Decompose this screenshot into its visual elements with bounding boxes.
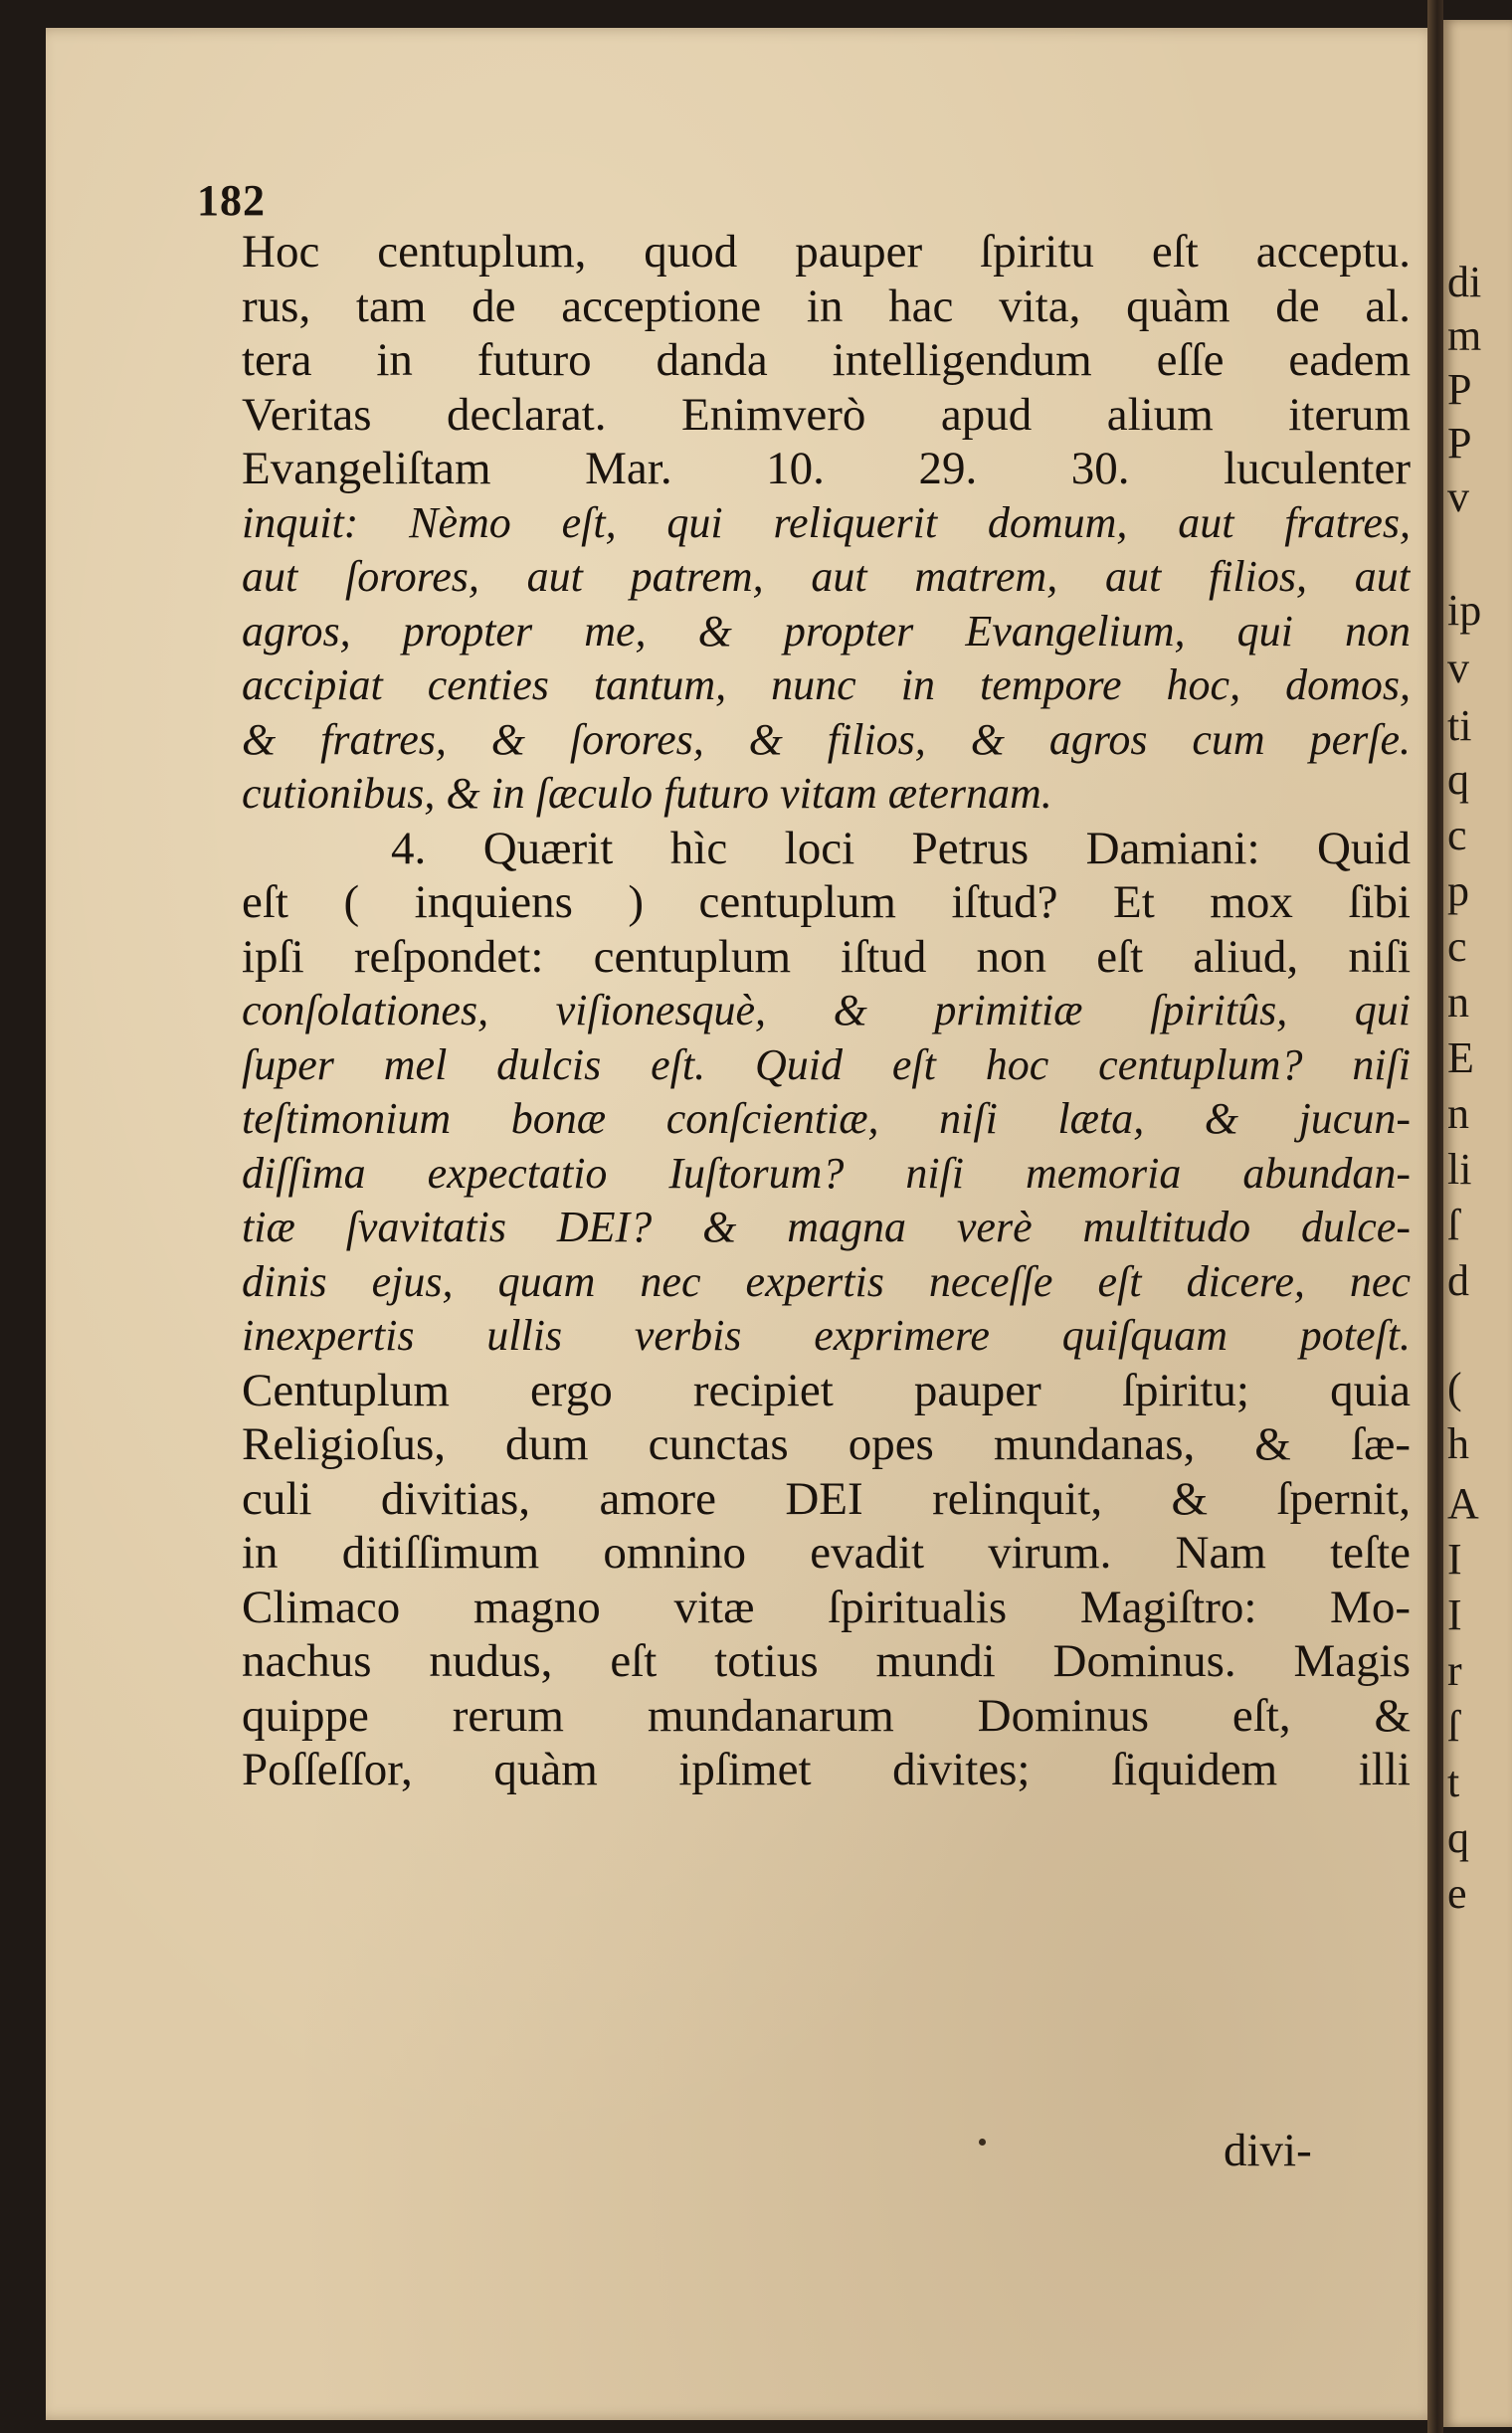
text-line: Climaco magno vitæ ſpiritualis Magiſtro: Mo-	[242, 1581, 1411, 1633]
text-line: Veritas declarat. Enimverò apud alium iterum	[242, 388, 1411, 441]
text-line: aut ſorores, aut patrem, aut matrem, aut filios, aut	[242, 552, 1411, 601]
text-line: 4. Quærit hìc loci Petrus Damiani: Quid	[391, 822, 1411, 874]
text-line: accipiat centies tantum, nunc in tempore hoc, domos,	[242, 660, 1411, 709]
text-line: Evangeliſtam Mar. 10. 29. 30. luculenter	[242, 443, 1411, 494]
body-text	[242, 225, 1411, 1797]
facing-fragment: ſ	[1447, 1702, 1460, 1751]
facing-fragment: d	[1447, 1256, 1469, 1305]
text-line: inquit: Nèmo eſt, qui reliquerit domum, aut fratres,	[242, 497, 1411, 547]
text-line: Poſſeſſor, quàm ipſimet divites; ſiquidem illi	[242, 1744, 1411, 1795]
facing-fragment: I	[1447, 1591, 1462, 1639]
ink-dot	[979, 2139, 986, 2146]
text-line: dinis ejus, quam nec expertis neceſſe eſt dicere, nec	[242, 1256, 1411, 1306]
text-line: diſſima expectatio Iuſtorum? niſi memoria abundan-	[242, 1148, 1411, 1198]
book-gutter	[1427, 0, 1443, 2433]
text-line: agros, propter me, & propter Evangelium, qui non	[242, 606, 1411, 655]
text-line: inexpertis ullis verbis exprimere quiſquam poteſt.	[242, 1311, 1411, 1360]
text-line: conſolationes, viſionesquè, & primitiæ ſpiritûs, qui	[242, 986, 1411, 1034]
facing-fragment: ſ	[1447, 1201, 1460, 1249]
facing-fragment: t	[1447, 1758, 1460, 1806]
facing-fragment: q	[1447, 1813, 1469, 1862]
facing-fragment: P	[1447, 365, 1472, 414]
facing-fragment: c	[1447, 811, 1467, 859]
facing-fragment: v	[1447, 472, 1469, 521]
facing-fragment: E	[1447, 1033, 1474, 1082]
facing-fragment: c	[1447, 922, 1467, 971]
text-line: rus, tam de acceptione in hac vita, quàm de al.	[242, 280, 1411, 332]
facing-fragment: ti	[1447, 701, 1472, 750]
text-line: nachus nudus, eſt totius mundi Dominus. Magis	[242, 1635, 1411, 1687]
facing-fragment: n	[1447, 978, 1469, 1027]
facing-fragment: di	[1447, 258, 1482, 306]
facing-fragment: v	[1447, 644, 1469, 692]
facing-fragment: li	[1447, 1145, 1472, 1194]
catchword: divi-	[1224, 2125, 1312, 2176]
facing-fragment: (	[1447, 1364, 1462, 1412]
text-line: Hoc centuplum, quod pauper ſpiritu eſt acceptu.	[242, 226, 1411, 278]
text-line: quippe rerum mundanarum Dominus eſt, &	[242, 1689, 1411, 1742]
text-line: Religioſus, dum cunctas opes mundanas, & ſæ-	[242, 1418, 1411, 1470]
text-line: cutionibus, & in ſæculo futuro vitam æternam.	[242, 769, 1052, 818]
text-line: culi divitias, amore DEI relinquit, & ſpernit,	[242, 1472, 1411, 1525]
facing-fragment: p	[1447, 866, 1469, 915]
text-line: in ditiſſimum omnino evadit virum. Nam teſte	[242, 1527, 1411, 1579]
text-line: ſuper mel dulcis eſt. Quid eſt hoc centuplum? niſi	[242, 1039, 1411, 1089]
facing-fragment: e	[1447, 1869, 1467, 1918]
text-line: ipſi reſpondet: centuplum iſtud non eſt aliud, niſi	[242, 930, 1411, 983]
facing-fragment: I	[1447, 1535, 1462, 1584]
facing-fragment: ip	[1447, 586, 1482, 635]
facing-fragment: q	[1447, 755, 1469, 804]
text-line: Centuplum ergo recipiet pauper ſpiritu; quia	[242, 1364, 1411, 1416]
facing-fragment: A	[1447, 1479, 1479, 1528]
text-line: & fratres, & ſorores, & filios, & agros cum perſe.	[242, 714, 1411, 764]
facing-fragment: m	[1447, 311, 1482, 360]
facing-fragment: h	[1447, 1419, 1469, 1468]
text-line: teſtimonium bonæ conſcientiæ, niſi læta, & jucun-	[242, 1094, 1411, 1143]
facing-fragment: n	[1447, 1089, 1469, 1138]
text-line: tiæ ſvavitatis DEI? & magna verè multitudo dulce-	[242, 1203, 1411, 1251]
text-line: tera in futuro danda intelligendum eſſe eadem	[242, 334, 1411, 386]
facing-fragment: r	[1447, 1646, 1462, 1695]
page-number: 182	[197, 176, 266, 225]
facing-fragment: P	[1447, 419, 1472, 468]
text-line: eſt ( inquiens ) centuplum iſtud? Et mox ſibi	[242, 876, 1411, 928]
